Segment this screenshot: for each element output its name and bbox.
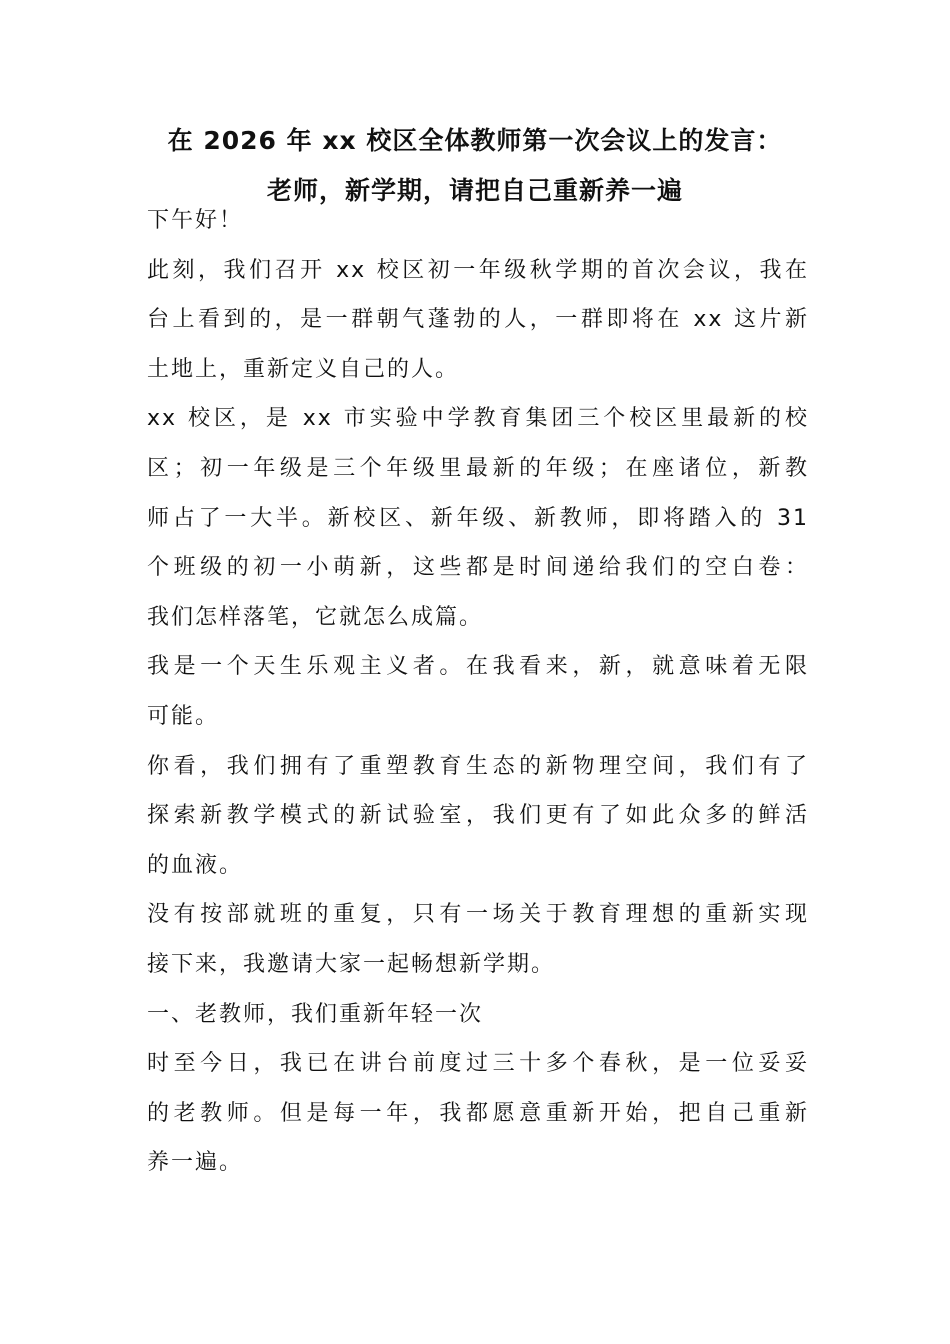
body-text-line: 的血液。 — [147, 852, 244, 878]
body-text-line: 时至今日，我已在讲台前度过三十多个春秋，是一位妥妥 — [147, 1051, 809, 1077]
document-title-line-2: 老师，新学期，请把自己重新养一遍 — [266, 176, 683, 205]
body-text-line: 我们怎样落笔，它就怎么成篇。 — [147, 604, 484, 630]
body-text-line: 你看，我们拥有了重塑教育生态的新物理空间，我们有了 — [147, 753, 809, 779]
document-title-line-1: 在 2026 年 xx 校区全体教师第一次会议上的发言： — [167, 126, 783, 155]
body-text-line: 可能。 — [147, 703, 220, 729]
body-text-line: 一、老教师，我们重新年轻一次 — [147, 1001, 484, 1027]
body-text-line: 台上看到的，是一群朝气蓬勃的人，一群即将在 xx 这片新 — [147, 307, 809, 333]
body-text-line: 此刻，我们召开 xx 校区初一年级秋学期的首次会议，我在 — [147, 257, 809, 283]
body-text-line: 养一遍。 — [147, 1150, 244, 1176]
body-text-line: 下午好！ — [147, 208, 244, 233]
body-text-line: 我是一个天生乐观主义者。在我看来，新，就意味着无限 — [147, 654, 809, 680]
body-text-line: 区；初一年级是三个年级里最新的年级；在座诸位，新教 — [147, 455, 809, 481]
body-text-line: 的老教师。但是每一年，我都愿意重新开始，把自己重新 — [147, 1100, 809, 1126]
body-text-line: 接下来，我邀请大家一起畅想新学期。 — [147, 951, 556, 977]
body-text-line: 没有按部就班的重复，只有一场关于教育理想的重新实现 — [147, 902, 809, 928]
body-text-line: 师占了一大半。新校区、新年级、新教师，即将踏入的 31 — [147, 505, 809, 531]
body-text-line: xx 校区，是 xx 市实验中学教育集团三个校区里最新的校 — [147, 406, 809, 432]
body-text-line: 个班级的初一小萌新，这些都是时间递给我们的空白卷： — [147, 555, 809, 581]
body-text-line: 土地上，重新定义自己的人。 — [147, 356, 460, 382]
body-text-line: 探索新教学模式的新试验室，我们更有了如此众多的鲜活 — [147, 803, 809, 829]
document-body — [147, 196, 809, 1188]
